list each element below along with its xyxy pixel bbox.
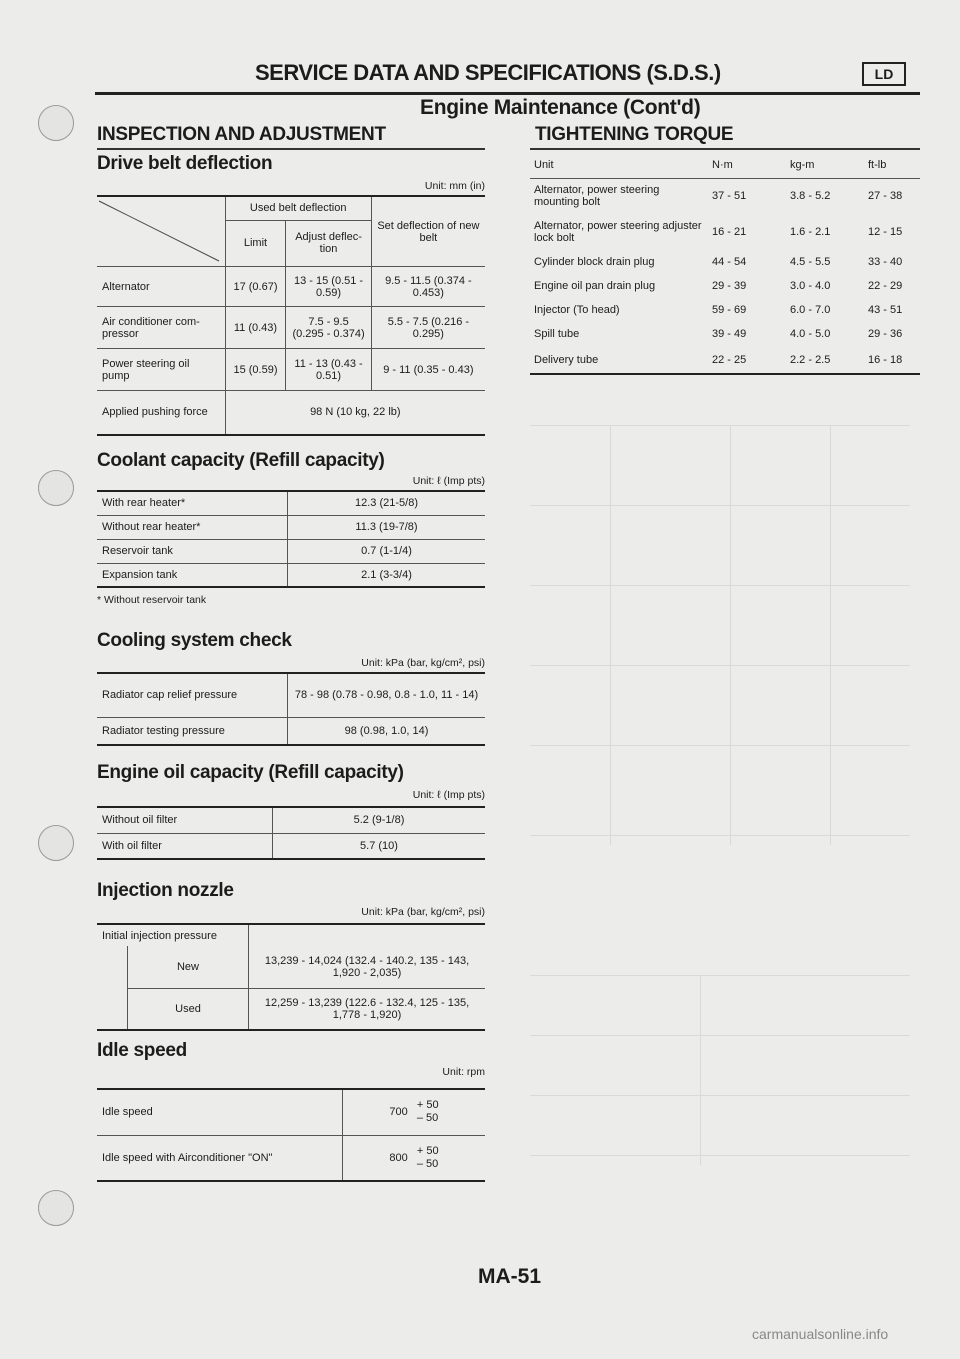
- row-label: Engine oil pan drain plug: [534, 280, 656, 292]
- limit-value: 11 (0.43): [225, 307, 286, 349]
- cooling-check-title: Cooling system check: [97, 630, 292, 651]
- row-label: Radiator cap relief pressure: [97, 673, 288, 717]
- ftlb-value: 27 - 38: [868, 190, 903, 203]
- row-label: Alternator, power steering adjuster lock bolt: [534, 220, 702, 244]
- drive-belt-table: [97, 195, 485, 436]
- row-label: Radiator testing pressure: [97, 717, 288, 745]
- kgm-value: 4.5 - 5.5: [790, 256, 831, 268]
- header-rule: [95, 92, 920, 95]
- engine-oil-table: [97, 806, 485, 860]
- row-label: Idle speed: [97, 1089, 343, 1135]
- diagonal-header-cell: [97, 196, 225, 267]
- hdr-used-belt: Used belt deflection: [225, 196, 371, 220]
- left-section-heading: INSPECTION AND ADJUSTMENT: [97, 124, 386, 145]
- page-header-title: SERVICE DATA AND SPECIFICATIONS (S.D.S.): [255, 60, 721, 85]
- row-label: Power steering oil pump: [97, 349, 225, 391]
- diagonal-line: [97, 197, 221, 263]
- row-label: Used: [128, 988, 249, 1030]
- set-value: 9 - 11 (0.35 - 0.43): [371, 349, 485, 391]
- spacer: [249, 924, 486, 946]
- idle-table: [97, 1088, 485, 1182]
- nm-value: 59 - 69: [712, 304, 747, 316]
- nm-value: 37 - 51: [712, 190, 747, 203]
- row-value: 5.2 (9-1/8): [273, 807, 486, 833]
- injection-table: [97, 923, 485, 1031]
- row-label: Cylinder block drain plug: [534, 256, 655, 268]
- coolant-table: [97, 490, 485, 588]
- kgm-value: 4.0 - 5.0: [790, 328, 831, 340]
- kgm-value: 2.2 - 2.5: [790, 353, 831, 366]
- binder-hole: [38, 105, 74, 141]
- coolant-unit: Unit: ℓ (Imp pts): [412, 475, 485, 487]
- cooling-check-table: [97, 672, 485, 746]
- row-label: Idle speed with Airconditioner "ON": [97, 1135, 343, 1181]
- initial-pressure-label: Initial injection pressure: [97, 924, 249, 946]
- row-label: Without oil filter: [97, 807, 273, 833]
- nm-value: 39 - 49: [712, 328, 747, 340]
- ftlb-value: 16 - 18: [868, 353, 903, 366]
- engine-oil-unit: Unit: ℓ (Imp pts): [412, 789, 485, 801]
- tolerance-plus: + 50: [416, 1144, 439, 1157]
- row-value: 98 (0.98, 1.0, 14): [288, 717, 486, 745]
- col-header-nm: N·m: [712, 158, 733, 171]
- idle-unit: Unit: rpm: [442, 1066, 485, 1078]
- binder-hole: [38, 470, 74, 506]
- torque-top-rule: [530, 148, 920, 150]
- set-value: 9.5 - 11.5 (0.374 - 0.453): [371, 267, 485, 307]
- row-value: 0.7 (1-1/4): [288, 539, 486, 563]
- row-label: With oil filter: [97, 833, 273, 859]
- right-section-heading: TIGHTENING TORQUE: [535, 124, 734, 145]
- ftlb-value: 43 - 51: [868, 304, 903, 316]
- row-label: Air conditioner com-pressor: [97, 307, 225, 349]
- idle-value-cell: [343, 1135, 486, 1181]
- indent-spacer: [97, 988, 128, 1030]
- nm-value: 22 - 25: [712, 353, 747, 366]
- hdr-limit: Limit: [225, 220, 286, 266]
- adjust-value: 7.5 - 9.5 (0.295 - 0.374): [286, 307, 371, 349]
- col-header-ftlb: ft-lb: [868, 158, 887, 171]
- row-label: Injector (To head): [534, 304, 620, 316]
- row-value: 12,259 - 13,239 (122.6 - 132.4, 125 - 135, 1,778 - 1,920): [249, 988, 486, 1030]
- watermark: carmanualsonline.info: [752, 1326, 889, 1342]
- applied-force-label: Applied pushing force: [97, 391, 225, 435]
- hdr-adjust: Adjust deflec-tion: [286, 220, 371, 266]
- section-subtitle: Engine Maintenance (Cont'd): [420, 96, 701, 119]
- drive-belt-title: Drive belt deflection: [97, 153, 273, 174]
- limit-value: 17 (0.67): [225, 267, 286, 307]
- row-label: Alternator, power steering mounting bolt: [534, 184, 660, 209]
- coolant-footnote: * Without reservoir tank: [97, 594, 207, 606]
- engine-code-badge: LD: [862, 62, 906, 86]
- binder-hole: [38, 1190, 74, 1226]
- tolerance-minus: – 50: [416, 1157, 439, 1170]
- ftlb-value: 22 - 29: [868, 280, 903, 292]
- row-label: Expansion tank: [97, 563, 288, 587]
- row-label: Alternator: [97, 267, 225, 307]
- applied-force-value: 98 N (10 kg, 22 lb): [225, 391, 485, 435]
- tolerance-minus: – 50: [416, 1112, 439, 1125]
- injection-title: Injection nozzle: [97, 880, 234, 901]
- row-label: Without rear heater*: [97, 515, 288, 539]
- nm-value: 16 - 21: [712, 226, 747, 238]
- page-number: MA-51: [478, 1265, 542, 1288]
- col-header-unit: Unit: [534, 158, 554, 171]
- cooling-check-unit: Unit: kPa (bar, kg/cm², psi): [361, 657, 485, 669]
- show-through-ghost: [500, 395, 920, 1225]
- nm-value: 44 - 54: [712, 256, 747, 268]
- section-rule: [97, 148, 485, 150]
- engine-oil-title: Engine oil capacity (Refill capacity): [97, 762, 404, 783]
- row-value: 13,239 - 14,024 (132.4 - 140.2, 135 - 143, 1,920 - 2,035): [249, 946, 486, 988]
- row-value: 2.1 (3-3/4): [288, 563, 486, 587]
- kgm-value: 3.0 - 4.0: [790, 280, 831, 292]
- set-value: 5.5 - 7.5 (0.216 - 0.295): [371, 307, 485, 349]
- binder-hole: [38, 825, 74, 861]
- indent-spacer: [97, 946, 128, 988]
- row-value: 78 - 98 (0.78 - 0.98, 0.8 - 1.0, 11 - 14): [288, 673, 486, 717]
- row-value: 700: [389, 1106, 408, 1119]
- torque-table: [530, 152, 920, 375]
- drive-belt-unit: Unit: mm (in): [424, 180, 485, 192]
- tolerance-plus: + 50: [416, 1099, 439, 1112]
- row-value: 11.3 (19-7/8): [288, 515, 486, 539]
- row-label: With rear heater*: [97, 491, 288, 515]
- idle-title: Idle speed: [97, 1040, 187, 1061]
- hdr-set-deflection: Set deflection of new belt: [371, 196, 485, 267]
- row-label: Delivery tube: [534, 353, 599, 366]
- kgm-value: 1.6 - 2.1: [790, 226, 831, 238]
- col-header-kgm: kg-m: [790, 158, 815, 171]
- row-value: 5.7 (10): [273, 833, 486, 859]
- injection-unit: Unit: kPa (bar, kg/cm², psi): [361, 906, 485, 918]
- row-value: 12.3 (21-5/8): [288, 491, 486, 515]
- kgm-value: 3.8 - 5.2: [790, 190, 831, 203]
- row-label: Reservoir tank: [97, 539, 288, 563]
- row-label: Spill tube: [534, 328, 580, 340]
- row-value: 800: [389, 1151, 408, 1164]
- nm-value: 29 - 39: [712, 280, 747, 292]
- kgm-value: 6.0 - 7.0: [790, 304, 831, 316]
- ftlb-value: 33 - 40: [868, 256, 903, 268]
- coolant-title: Coolant capacity (Refill capacity): [97, 450, 385, 471]
- idle-value-cell: [343, 1089, 486, 1135]
- limit-value: 15 (0.59): [225, 349, 286, 391]
- adjust-value: 11 - 13 (0.43 - 0.51): [286, 349, 371, 391]
- ftlb-value: 29 - 36: [868, 328, 903, 340]
- ftlb-value: 12 - 15: [868, 226, 903, 238]
- adjust-value: 13 - 15 (0.51 - 0.59): [286, 267, 371, 307]
- row-label: New: [128, 946, 249, 988]
